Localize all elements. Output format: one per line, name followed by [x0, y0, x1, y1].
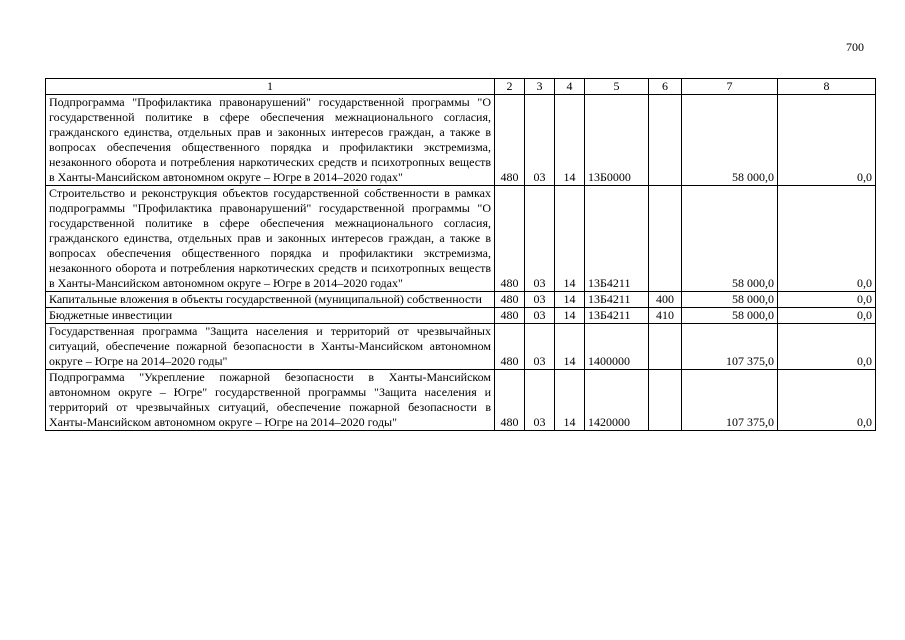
subsection-cell: 14	[555, 186, 585, 292]
table-row	[46, 95, 876, 186]
header-cell: 5	[585, 79, 649, 95]
section-cell: 03	[525, 292, 555, 308]
row-name-cell: Подпрограмма "Укрепление пожарной безопасности в Ханты-Мансийском автономном округе – Югре" государственной программы "Защита населения и территорий от чрезвычайных ситуаций, обеспечение пожарной безопасности в Ханты-Мансийском автономном округе – Югре на 2014–2020 годы"	[46, 370, 495, 431]
target-article-cell: 13Б4211	[585, 292, 649, 308]
subsection-cell: 14	[555, 308, 585, 324]
target-article-cell: 13Б4211	[585, 308, 649, 324]
admin-code-cell: 480	[495, 95, 525, 186]
expense-type-cell	[649, 95, 682, 186]
section-cell: 03	[525, 370, 555, 431]
section-cell: 03	[525, 308, 555, 324]
admin-code-cell: 480	[495, 370, 525, 431]
header-cell: 7	[682, 79, 778, 95]
amount-cell: 0,0	[778, 370, 876, 431]
target-article-cell: 13Б4211	[585, 186, 649, 292]
subsection-cell: 14	[555, 370, 585, 431]
admin-code-cell: 480	[495, 186, 525, 292]
row-name-cell: Строительство и реконструкция объектов государственной собственности в рамках подпрограммы "Профилактика правонарушений" государственной программы "О государственной политике в сфере обеспечения межнационального согласия, гражданского единства, отдельных прав и законных интересов граждан, а также в вопросах обеспечения общественного порядка и профилактики экстремизма, незаконного оборота и потребления наркотических средств и психотропных веществ в Ханты-Мансийском автономном округе – Югре в 2014–2020 годах"	[46, 186, 495, 292]
admin-code-cell: 480	[495, 292, 525, 308]
amount-cell: 0,0	[778, 292, 876, 308]
section-cell: 03	[525, 186, 555, 292]
amount-cell: 107 375,0	[682, 324, 778, 370]
amount-cell: 58 000,0	[682, 308, 778, 324]
header-cell: 3	[525, 79, 555, 95]
header-cell: 6	[649, 79, 682, 95]
admin-code-cell: 480	[495, 308, 525, 324]
page-number: 700	[846, 40, 864, 54]
subsection-cell: 14	[555, 324, 585, 370]
header-cell: 2	[495, 79, 525, 95]
row-name-cell: Бюджетные инвестиции	[46, 308, 495, 324]
table-row	[46, 308, 876, 324]
amount-cell: 0,0	[778, 186, 876, 292]
expense-type-cell	[649, 370, 682, 431]
row-name-cell: Капитальные вложения в объекты государственной (муниципальной) собственности	[46, 292, 495, 308]
section-cell: 03	[525, 95, 555, 186]
amount-cell: 58 000,0	[682, 95, 778, 186]
target-article-cell: 13Б0000	[585, 95, 649, 186]
target-article-cell: 1420000	[585, 370, 649, 431]
header-row	[46, 79, 876, 95]
amount-cell: 0,0	[778, 308, 876, 324]
header-cell: 1	[46, 79, 495, 95]
row-name-cell: Государственная программа "Защита населения и территорий от чрезвычайных ситуаций, обеспечение пожарной безопасности в Ханты-Мансийском автономном округе – Югре на 2014–2020 годы"	[46, 324, 495, 370]
amount-cell: 107 375,0	[682, 370, 778, 431]
admin-code-cell: 480	[495, 324, 525, 370]
row-name-cell: Подпрограмма "Профилактика правонарушений" государственной программы "О государственной политике в сфере обеспечения межнационального согласия, гражданского единства, отдельных прав и законных интересов граждан, а также в вопросах обеспечения общественного порядка и профилактики экстремизма, незаконного оборота и потребления наркотических средств и психотропных веществ в Ханты-Мансийском автономном округе – Югре в 2014–2020 годах"	[46, 95, 495, 186]
subsection-cell: 14	[555, 95, 585, 186]
target-article-cell: 1400000	[585, 324, 649, 370]
table-row	[46, 370, 876, 431]
header-cell: 4	[555, 79, 585, 95]
subsection-cell: 14	[555, 292, 585, 308]
table-row	[46, 324, 876, 370]
amount-cell: 0,0	[778, 95, 876, 186]
amount-cell: 58 000,0	[682, 292, 778, 308]
section-cell: 03	[525, 324, 555, 370]
table-row	[46, 292, 876, 308]
amount-cell: 58 000,0	[682, 186, 778, 292]
header-cell: 8	[778, 79, 876, 95]
amount-cell: 0,0	[778, 324, 876, 370]
expense-type-cell	[649, 186, 682, 292]
expense-type-cell: 410	[649, 308, 682, 324]
table-row	[46, 186, 876, 292]
expense-type-cell	[649, 324, 682, 370]
expense-type-cell: 400	[649, 292, 682, 308]
budget-table	[45, 78, 876, 431]
